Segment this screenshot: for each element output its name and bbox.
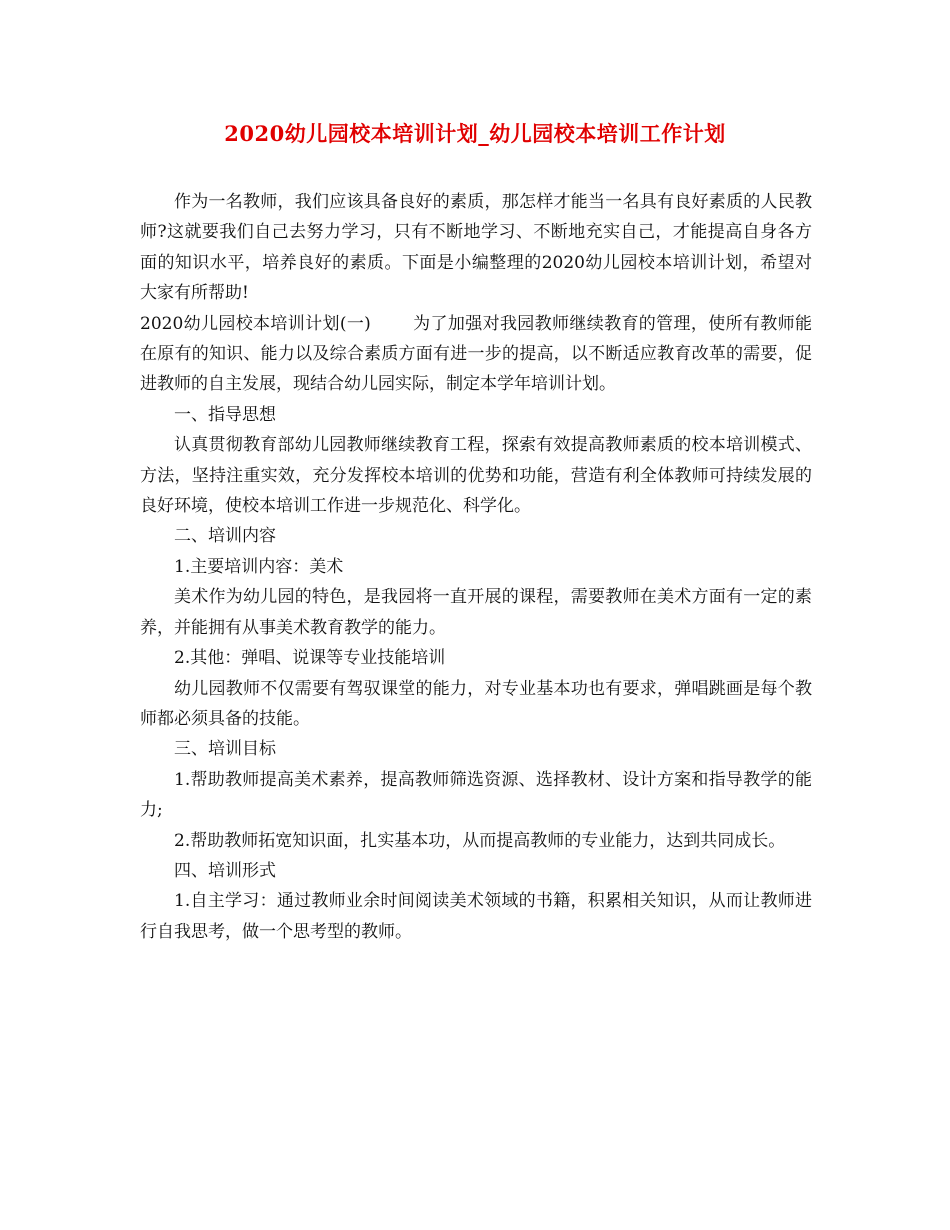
document-title: 2020幼儿园校本培训计划_幼儿园校本培训工作计划: [224, 121, 726, 146]
section2-item-2: 2.其他：弹唱、说课等专业技能培训: [174, 648, 446, 669]
intro-paragraph: 作为一名教师，我们应该具备良好的素质，那怎样才能当一名具有良好素质的人民教师?这就要我们自己去努力学习，只有不断地学习、不断地充实自己，才能提高自身各方面的知识水平，培养良好的素质。下面是小编整理的2020幼儿园校本培训计划，希望对大家有所帮助!: [140, 192, 812, 304]
plan-paragraph: [140, 309, 812, 400]
section-heading-3: 三、培训目标: [174, 739, 276, 760]
section-heading-2: 二、培训内容: [174, 526, 276, 547]
section2-item-1: 1.主要培训内容：美术: [174, 556, 344, 577]
section3-item-1: 1.帮助教师提高美术素养，提高教师筛选资源、选择教材、设计方案和指导教学的能力;: [140, 769, 812, 821]
plan-heading: 2020幼儿园校本培训计划(一): [140, 313, 371, 334]
section2-item-2-text: 幼儿园教师不仅需要有驾驭课堂的能力，对专业基本功也有要求，弹唱跳画是每个教师都必须具备的技能。: [140, 678, 812, 729]
section-heading-1: 一、指导思想: [174, 404, 276, 425]
plan-intro-text: 为了加强对我园教师继续教育的管理，使所有教师能在原有的知识、能力以及综合素质方面有进一步的提高，以不断适应教育改革的需要，促进教师的自主发展，现结合幼儿园实际，制定本学年培训计划。: [140, 313, 813, 395]
section-heading-4: 四、培训形式: [174, 860, 276, 881]
section3-item-2: 2.帮助教师拓宽知识面，扎实基本功，从而提高教师的专业能力，达到共同成长。: [174, 830, 786, 851]
section-text-1: 认真贯彻教育部幼儿园教师继续教育工程，探索有效提高教师素质的校本培训模式、方法，坚持注重实效，充分发挥校本培训的优势和功能，营造有利全体教师可持续发展的良好环境，使校本培训工作进一步规范化、科学化。: [140, 435, 812, 517]
section4-item-1: 1.自主学习：通过教师业余时间阅读美术领域的书籍，积累相关知识，从而让教师进行自我思考，做一个思考型的教师。: [140, 891, 812, 942]
section2-item-1-text: 美术作为幼儿园的特色，是我园将一直开展的课程，需要教师在美术方面有一定的素养，并能拥有从事美术教育教学的能力。: [140, 587, 812, 638]
document-body: [140, 187, 812, 947]
